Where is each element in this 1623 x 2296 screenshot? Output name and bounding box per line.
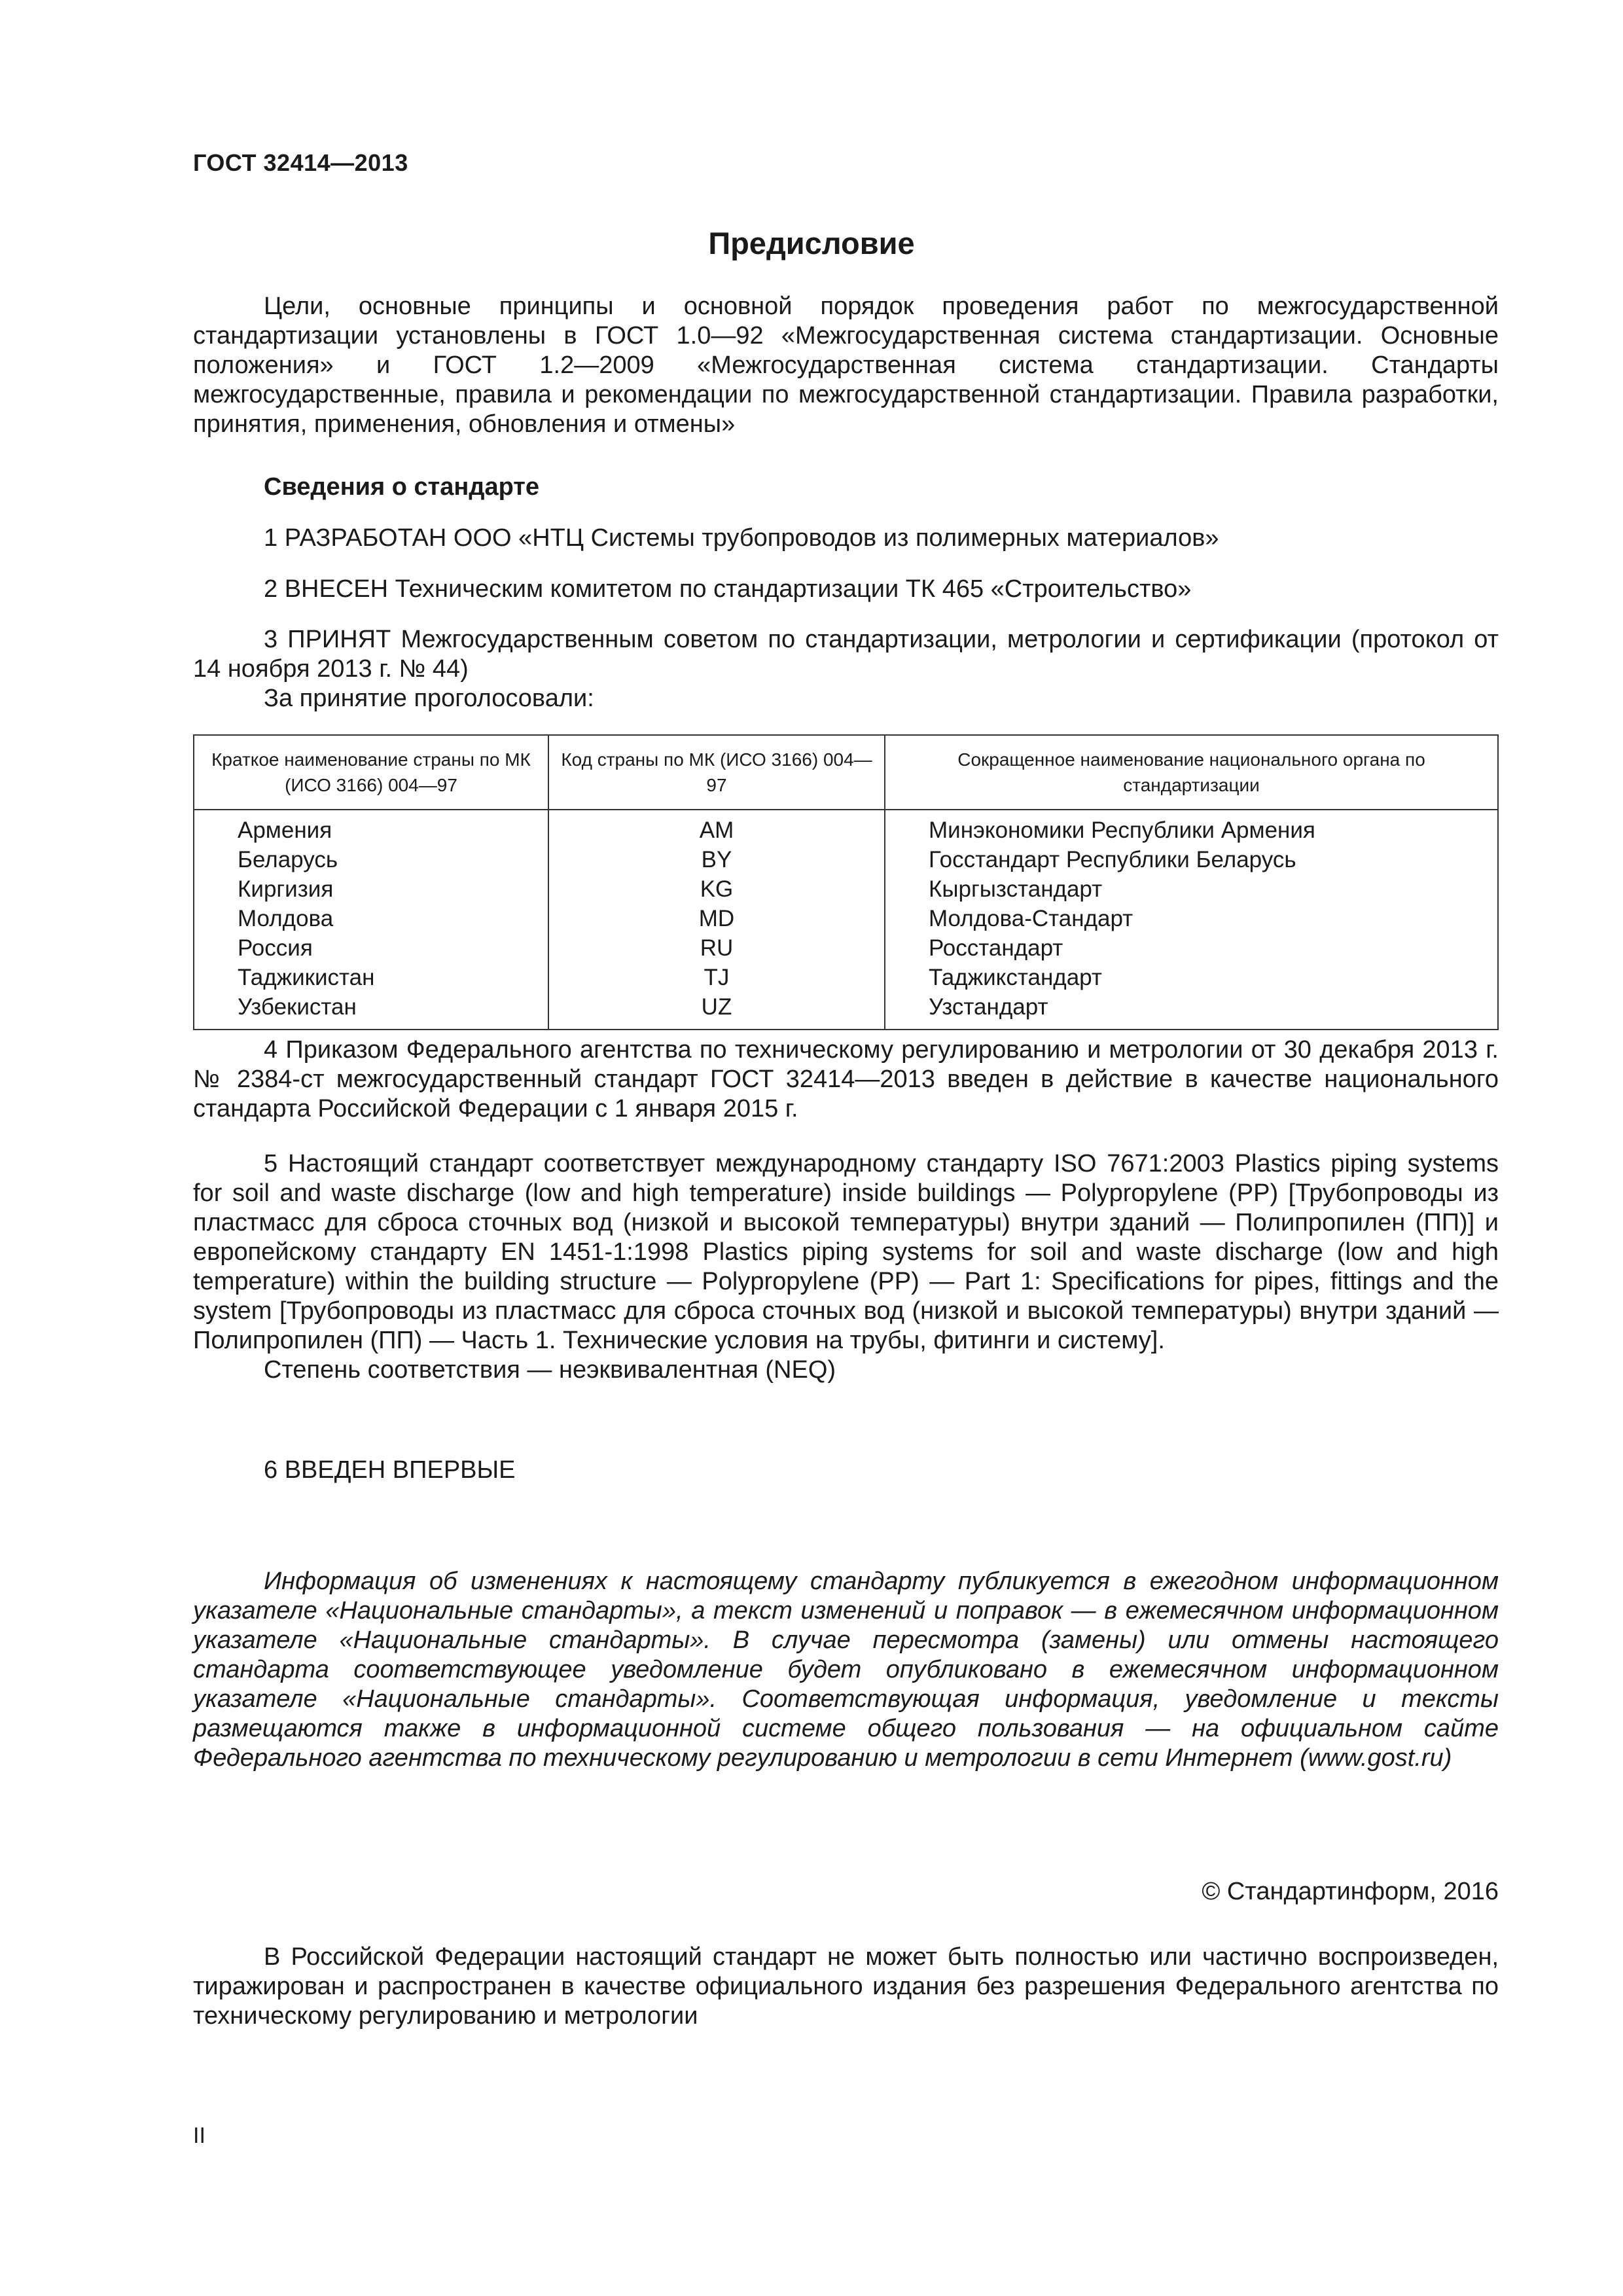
table-cell-code: KG xyxy=(700,876,734,902)
item2-block xyxy=(193,575,1499,604)
table-cell-code: MD xyxy=(698,906,735,931)
table-cell-code: AM xyxy=(699,817,734,843)
table-cell-country: Армения xyxy=(238,817,332,843)
info-heading: Сведения о стандарте xyxy=(264,473,540,501)
table-cell-country: Киргизия xyxy=(238,876,334,902)
table-cell-body: Молдова-Стандарт xyxy=(929,906,1133,931)
item-6: 6 ВВЕДЕН ВПЕРВЫЕ xyxy=(264,1456,516,1484)
intro-paragraph: Цели, основные принципы и основной порядок проведения работ по межгосударственной стандартизации установлены в ГОСТ 1.0—92 «Межгосударственная система стандартизации. Основные положения» и ГОСТ 1.2—2009 «Межгосударственная система стандартизации. Стандарты межгосударственные, правила и рекомендации по межгосударственной стандартизации. Правила разработки, принятия, применения, обновления и отмены» xyxy=(193,293,1499,438)
table-cell-body: Кыргызстандарт xyxy=(929,876,1103,902)
table-header-row xyxy=(194,735,1498,810)
table-cell-body: Минэкономики Республики Армения xyxy=(929,817,1315,843)
table-cell-code: BY xyxy=(701,847,732,872)
body-column xyxy=(885,810,1498,1030)
changes-notice: Информация об изменениях к настоящему стандарту публикуется в ежегодном информационном указателе «Национальные стандарты», а текст изменений и поправок — в ежемесячном информационном указателе «Национальные стандарты». В случае пересмотра (замены) или отмены настоящего стандарта соответствующее уведомление будет опубликовано в ежемесячном информационном указателе «Национальные стандарты». Соответствующая информация, уведомление и тексты размещаются также в информационной системе общего пользования — на официальном сайте Федерального агентства по техническому регулированию и метрологии в сети Интернет (www.gost.ru) xyxy=(193,1568,1499,1772)
table-cell-code: RU xyxy=(700,935,734,961)
info-heading-block xyxy=(193,473,1499,502)
document-code: ГОСТ 32414—2013 xyxy=(193,149,408,176)
item4-block xyxy=(193,1035,1499,1124)
item5-block xyxy=(193,1149,1499,1385)
item6-block xyxy=(193,1456,1499,1485)
legal-block xyxy=(193,1943,1499,2031)
table-cell-body: Таджикстандарт xyxy=(929,965,1102,990)
page-number: II xyxy=(193,2123,205,2148)
voting-table xyxy=(193,734,1499,1030)
table-cell-body: Росстандарт xyxy=(929,935,1063,961)
legal-notice: В Российской Федерации настоящий стандарт не может быть полностью или частично воспроизведен, тиражирован и распространен в качестве официального издания без разрешения Федерального агентства по техническому регулированию и метрологии xyxy=(193,1943,1499,2030)
item-5: 5 Настоящий стандарт соответствует международному стандарту ISO 7671:2003 Plastics piping systems for soil and waste discharge (low and high temperature) inside buildings — Polypropylene (PP) [Трубопроводы из пластмасс для сброса сточных вод (низкой и высокой температуры) внутри зданий — Полипропилен (ПП)] и европейскому стандарту EN 1451-1:1998 Plastics piping systems for soil and waste discharge (low and high temperature) within the building structure — Polypropylene (PP) — Part 1: Specifications for pipes, fittings and the system [Трубопроводы из пластмасс для сброса сточных вод (низкой и высокой температуры) внутри зданий — Полипропилен (ПП) — Часть 1. Технические условия на трубы, фитинги и систему]. xyxy=(193,1150,1499,1354)
intro-block xyxy=(193,292,1499,439)
table-body-row xyxy=(194,810,1498,1030)
table-header-body: Сокращенное наименование национального органа по стандартизации xyxy=(885,735,1498,810)
table-cell-country: Россия xyxy=(238,935,313,961)
table-cell-code: UZ xyxy=(701,994,732,1020)
item3-block xyxy=(193,625,1499,713)
item1-block xyxy=(193,524,1499,553)
copyright: © Стандартинформ, 2016 xyxy=(1202,1878,1499,1905)
item-3: 3 ПРИНЯТ Межгосударственным советом по стандартизации, метрологии и сертификации (протокол от 14 ноября 2013 г. № 44) xyxy=(193,626,1499,683)
page-title: Предисловие xyxy=(708,226,915,260)
table-cell-body: Узстандарт xyxy=(929,994,1048,1020)
notice-block xyxy=(193,1567,1499,1773)
copyright-block xyxy=(193,1877,1499,1907)
table-cell-country: Молдова xyxy=(238,906,334,931)
table-cell-country: Узбекистан xyxy=(238,994,357,1020)
voted-label: За принятие проголосовали: xyxy=(264,685,594,712)
table-header-country: Краткое наименование страны по МК (ИСО 3166) 004—97 xyxy=(194,735,548,810)
code-column xyxy=(548,810,885,1030)
item-2: 2 ВНЕСЕН Техническим комитетом по стандартизации ТК 465 «Строительство» xyxy=(264,575,1192,603)
conformity-degree: Степень соответствия — неэквивалентная (NEQ) xyxy=(264,1356,836,1384)
item-4: 4 Приказом Федерального агентства по техническому регулированию и метрологии от 30 декабря 2013 г. № 2384-ст межгосударственный стандарт ГОСТ 32414—2013 введен в действие в качестве национального стандарта Российской Федерации с 1 января 2015 г. xyxy=(193,1036,1499,1122)
table-cell-body: Госстандарт Республики Беларусь xyxy=(929,847,1296,872)
country-column xyxy=(194,810,548,1030)
table-cell-code: TJ xyxy=(704,965,730,990)
table-cell-country: Таджикистан xyxy=(238,965,375,990)
table-header-code: Код страны по МК (ИСО 3166) 004—97 xyxy=(548,735,885,810)
table-cell-country: Беларусь xyxy=(238,847,338,872)
item-1: 1 РАЗРАБОТАН ООО «НТЦ Системы трубопроводов из полимерных материалов» xyxy=(264,524,1219,552)
